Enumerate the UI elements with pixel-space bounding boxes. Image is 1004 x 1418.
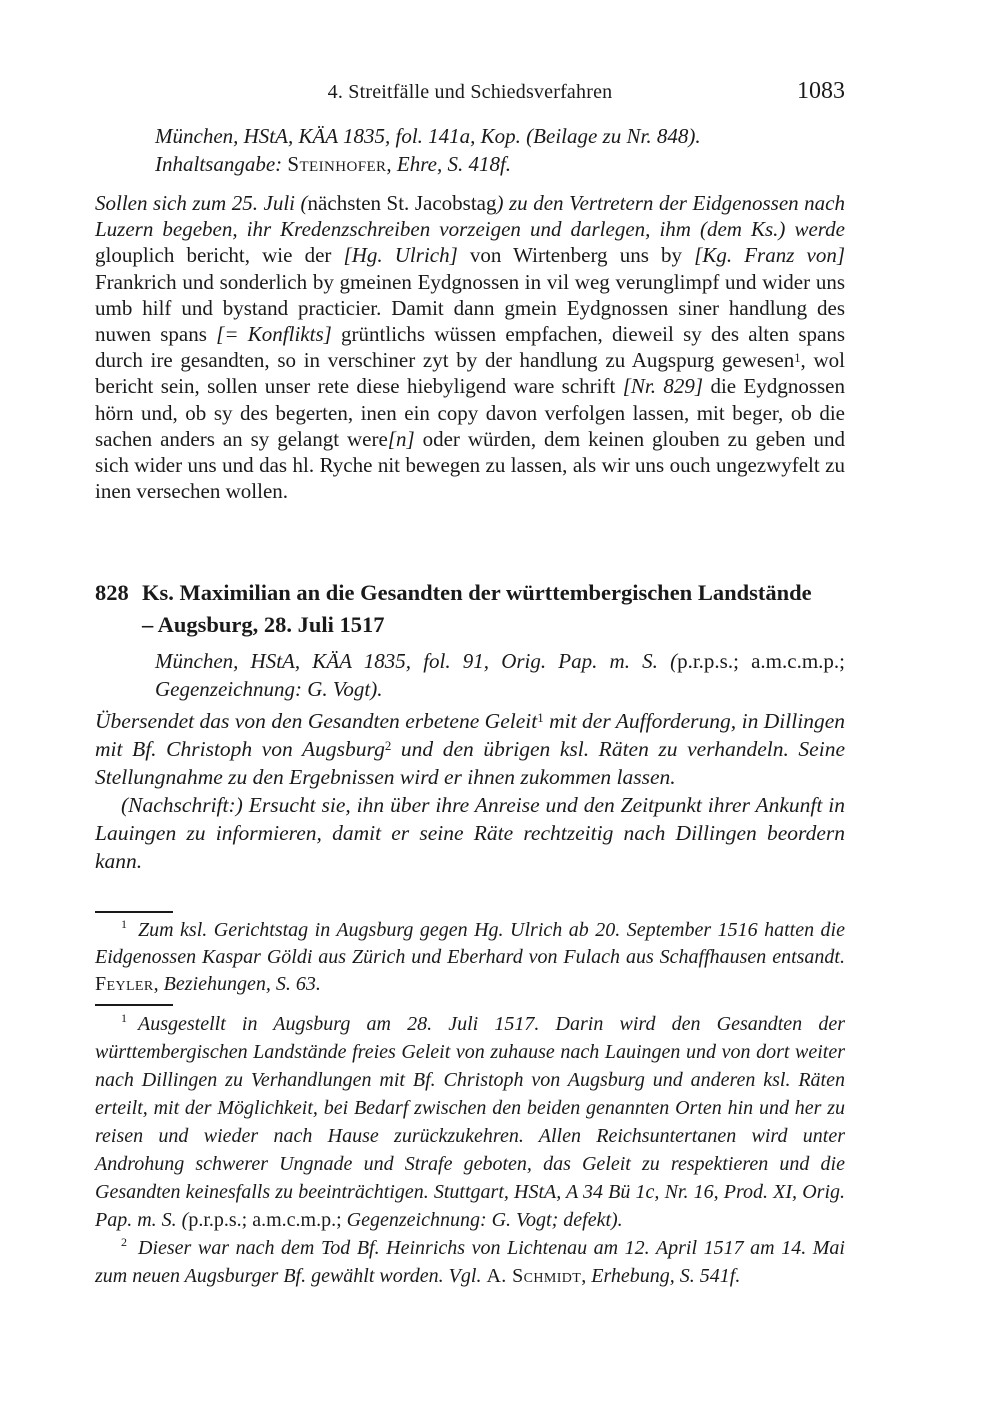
footnote-marker: 1 [121, 916, 127, 931]
footnote [95, 1010, 845, 1234]
entry-number: 828 [95, 580, 129, 605]
entry-828-source [155, 647, 845, 703]
footnote-marker: 1 [121, 1010, 127, 1025]
entry-title: Ks. Maximilian an die Gesandten der württembergischen Landstände – Augsburg, 28. Juli 1517 [142, 580, 812, 637]
footnote-separator [95, 911, 173, 913]
footnote-text: Dieser war nach dem Tod Bf. Heinrichs von Lichtenau am 12. April 1517 am 14. Mai zum neuen Augsburger Bf. gewählt worden. Vgl. A. Schmidt, Erhebung, S. 541f. [95, 1237, 845, 1287]
running-title: 4. Streitfälle und Schiedsverfahren [327, 81, 613, 103]
footnote-section-828 [95, 1010, 845, 1290]
entry-828-summary [95, 707, 845, 875]
footnote-text: Ausgestellt in Augsburg am 28. Juli 1517. Darin wird den Gesandten der württembergischen Landstände freies Geleit von zuhause nach Lauingen und von dort weiter nach Dillingen zu Verhandlungen mit Bf. Christoph von Augsburg und anderen ksl. Räten erteilt, mit der Möglichkeit, bei Bedarf zwischen den beiden genannten Orten hin und her zu reisen und wieder nach Hause zurückzukehren. Allen Reichsuntertanen wird unter Androhung schwerer Ungnade und Strafe geboten, das Geleit zu respektieren und die Gesandten keinesfalls zu beeinträchtigen. Stuttgart, HStA, A 34 Bü 1c, Nr. 16, Prod. XI, Orig. Pap. m. S. (p.r.p.s.; a.m.c.m.p.; Gegenzeichnung: G. Vogt; defekt). [95, 1013, 845, 1231]
source-line-archive: München, HStA, KÄA 1835, fol. 91, Orig. Pap. m. S. (p.r.p.s.; a.m.c.m.p.; Gegenzeichnung: G. Vogt). [155, 649, 845, 701]
summary-paragraph: Übersendet das von den Gesandten erbetene Geleit$^1$ mit der Aufforderung, in Dillingen mit Bf. Christoph von Augsburg$^2$ und den übrigen ksl. Räten zu verhandeln. Seine Stellungnahme zu den Ergebnissen wird er ihnen zukommen lassen. [95, 709, 845, 789]
footnote-text: Zum ksl. Gerichtstag in Augsburg gegen Hg. Ulrich ab 20. September 1516 hatten die Eidgenossen Kaspar Göldi aus Zürich und Eberhard von Fulach aus Schaffhausen entsandt. Feyler, Beziehungen, S. 63. [95, 919, 845, 995]
nachschrift-paragraph: (Nachschrift:) Ersucht sie, ihn über ihre Anreise und den Zeitpunkt ihrer Ankunft in Lauingen zu informieren, damit er seine Räte rechtzeitig nach Dillingen beordern kann. [95, 793, 845, 873]
prev-entry-source [155, 122, 845, 178]
footnote-separator [95, 1004, 173, 1006]
page-number: 1083 [797, 78, 845, 104]
footnote-section-prev [95, 917, 845, 998]
footnote-marker: 2 [121, 1234, 127, 1249]
entry-828-heading [95, 577, 845, 641]
source-line-archive: München, HStA, KÄA 1835, fol. 141a, Kop. (Beilage zu Nr. 848). [155, 124, 701, 148]
prev-entry-regest-text: Sollen sich zum 25. Juli (nächsten St. Jacobstag) zu den Vertretern der Eidgenossen nach Luzern begeben, ihr Kredenzschreiben vorzeigen und darlegen, ihm (dem Ks.) werde glouplich bericht, wie der [Hg. Ulrich] von Wirtenberg uns by [Kg. Franz von] Frankrich und sonderlich by gmeinen Eydgnossen in vil weg verunglimpf und wider uns umb hilf und bystand practicier. Damit dann gmein Eydgnossen siner handlung des nuwen spans [= Konflikts] grüntlichs wüssen empfachen, dieweil sy des alten spans durch ire gesandten, so in verschiner zyt by der handlung zu Augspurg gewesen$^1$, wol bericht sein, sollen unser rete diese hiebyligend ware schrift [Nr. 829] die Eydgnossen hörn und, ob sy des begerten, inen ein copy davon verfolgen lassen, mit beger, ob die sachen anders an sy gelangt were[n] oder würden, dem keinen glouben zu geben und sich wider uns und das hl. Ryche nit bewegen zu lassen, als wir uns ouch ungezwyfelt zu inen versechen wollen. [95, 191, 846, 504]
footnote [95, 917, 845, 998]
source-line-inhaltsangabe: Inhaltsangabe: Steinhofer, Ehre, S. 418f. [155, 152, 512, 176]
page-header [95, 78, 845, 111]
footnote [95, 1234, 845, 1290]
